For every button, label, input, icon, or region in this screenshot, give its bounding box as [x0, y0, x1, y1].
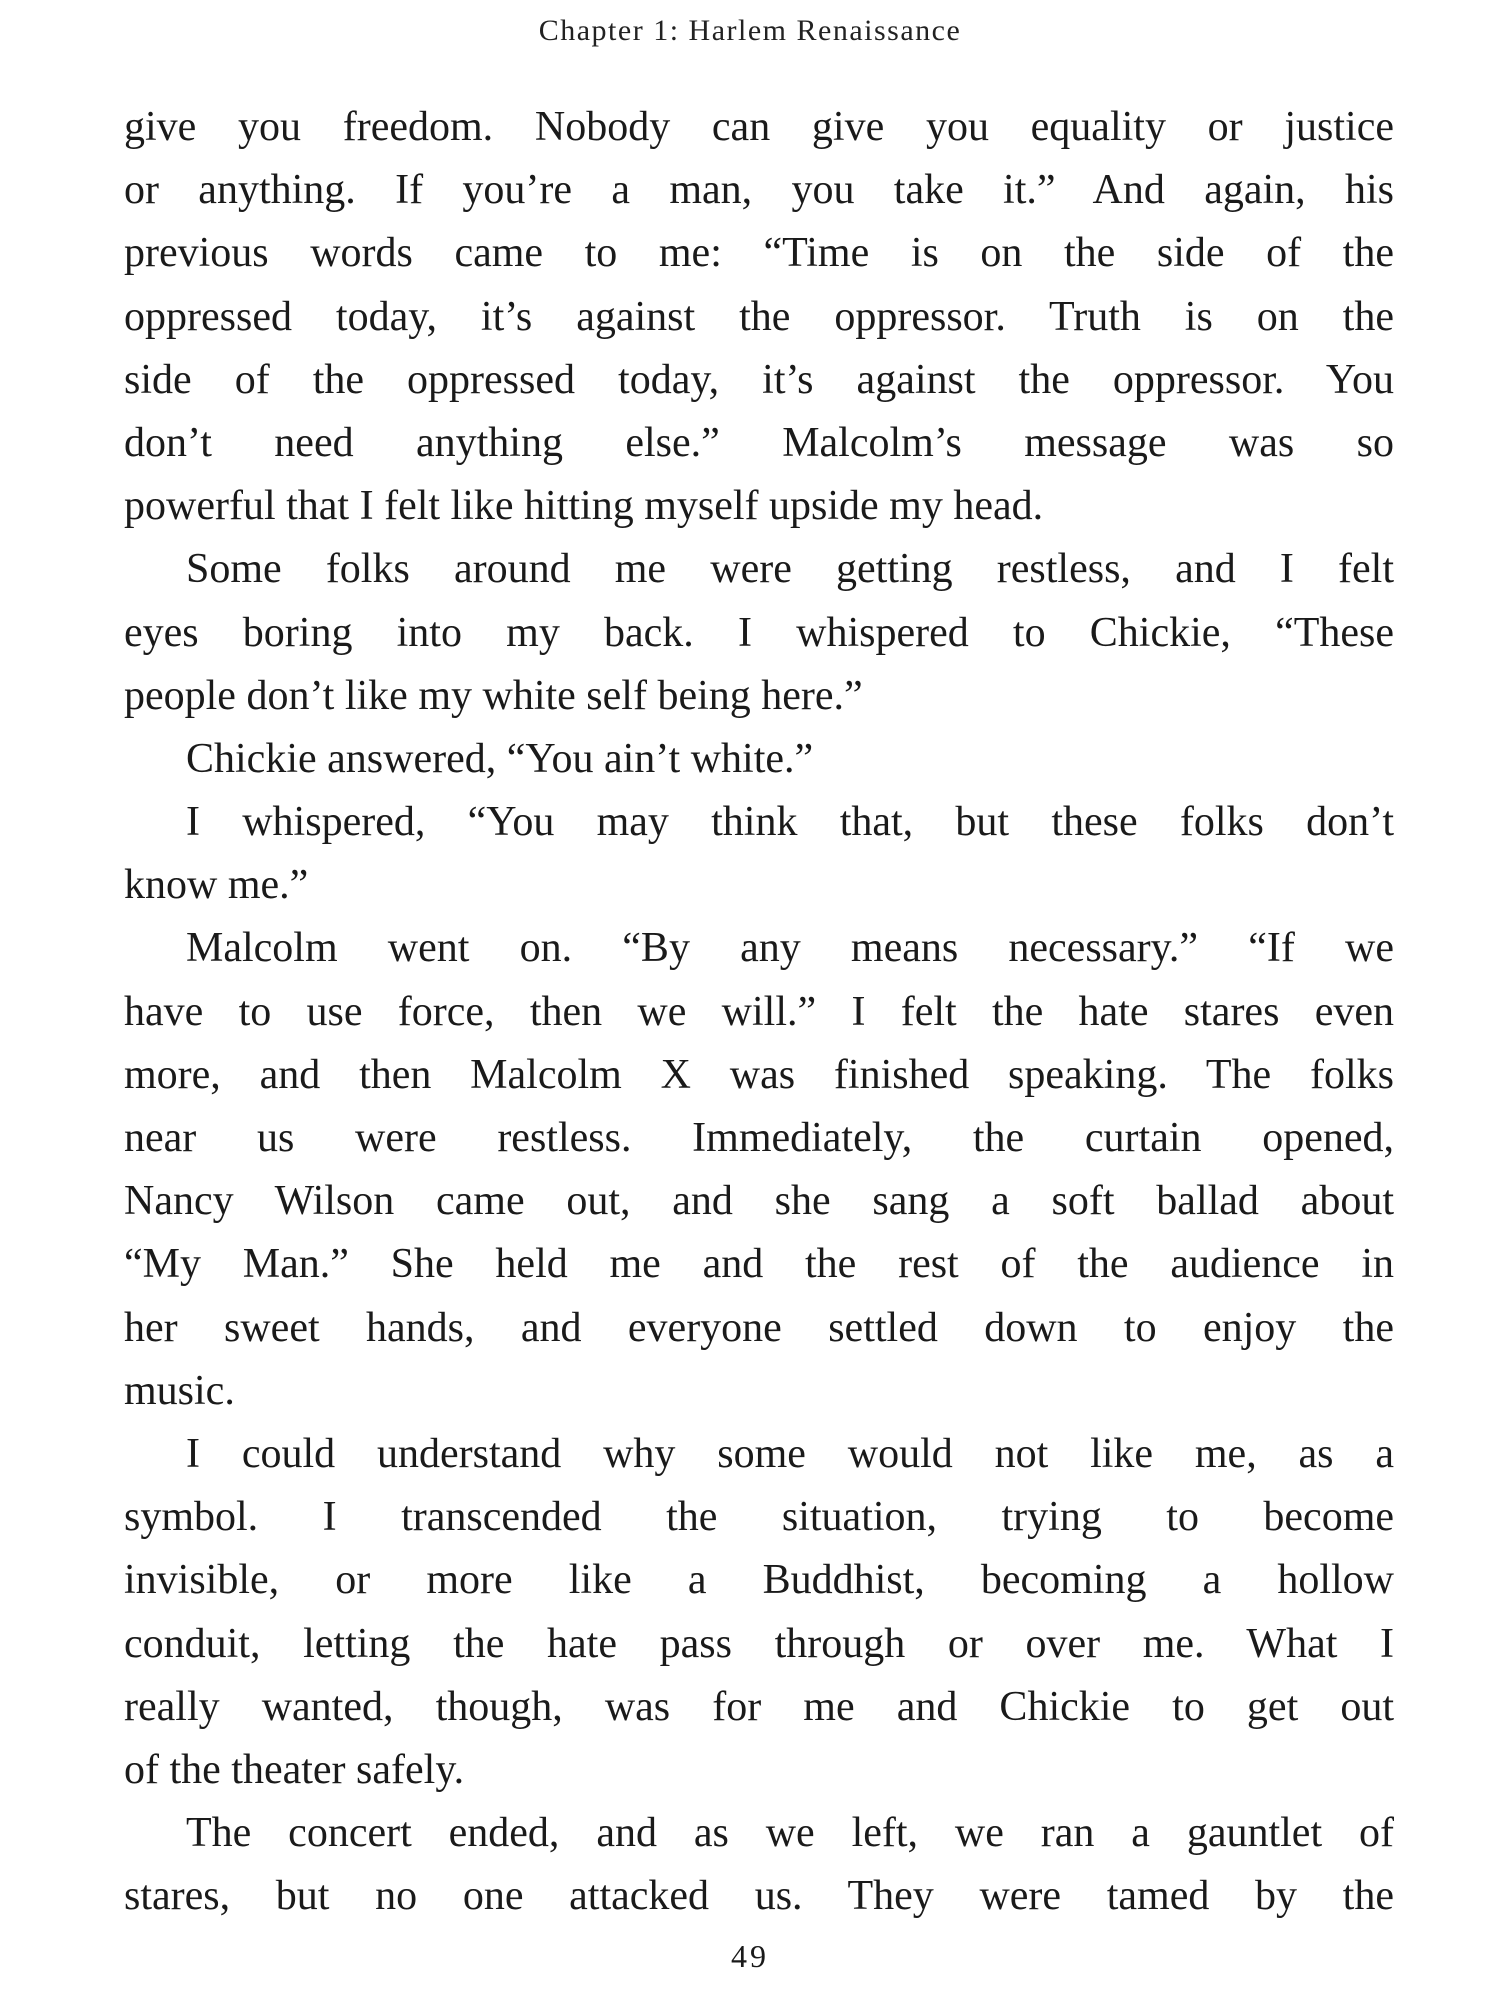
text-line: Some folks around me were getting restless, and I felt [186, 546, 1394, 593]
page-number: 49 [731, 1938, 769, 1974]
text-line: don’t need anything else.” Malcolm’s message was so [124, 419, 1394, 466]
text-line: Malcolm went on. “By any means necessary.” “If we [186, 925, 1394, 972]
text-line: I could understand why some would not like me, as a [186, 1430, 1394, 1477]
text-line: “My Man.” She held me and the rest of the audience in [124, 1241, 1394, 1288]
text-line: The concert ended, and as we left, we ran a gauntlet of [186, 1810, 1394, 1857]
text-line: more, and then Malcolm X was finished speaking. The folks [124, 1051, 1394, 1098]
text-line: her sweet hands, and everyone settled down to enjoy the [124, 1304, 1394, 1351]
running-head: Chapter 1: Harlem Renaissance [538, 14, 962, 47]
text-line: really wanted, though, was for me and Chickie to get out [124, 1683, 1394, 1730]
body-text [124, 96, 1394, 1928]
text-line: invisible, or more like a Buddhist, becoming a hollow [124, 1557, 1394, 1604]
text-line: eyes boring into my back. I whispered to Chickie, “These [124, 609, 1394, 656]
text-line: stares, but no one attacked us. They were tamed by the [124, 1873, 1394, 1920]
text-line: Chickie answered, “You ain’t white.” [186, 735, 814, 782]
text-line: oppressed today, it’s against the oppressor. Truth is on the [124, 293, 1394, 340]
text-line: have to use force, then we will.” I felt the hate stares even [124, 988, 1394, 1035]
text-line: or anything. If you’re a man, you take it.” And again, his [124, 167, 1394, 214]
text-line: symbol. I transcended the situation, trying to become [124, 1494, 1394, 1541]
text-line: of the theater safely. [124, 1746, 465, 1793]
text-line: Nancy Wilson came out, and she sang a soft ballad about [124, 1178, 1394, 1225]
text-line: conduit, letting the hate pass through or over me. What I [124, 1620, 1394, 1667]
text-line: I whispered, “You may think that, but these folks don’t [186, 799, 1394, 846]
text-line: know me.” [124, 862, 309, 909]
text-line: near us were restless. Immediately, the curtain opened, [124, 1115, 1394, 1161]
text-line: people don’t like my white self being here.” [124, 672, 863, 719]
text-line: powerful that I felt like hitting myself upside my head. [124, 483, 1044, 530]
text-line: give you freedom. Nobody can give you equality or justice [124, 104, 1394, 150]
text-line: side of the oppressed today, it’s against the oppressor. You [124, 356, 1394, 403]
text-line: music. [124, 1367, 235, 1414]
text-line: previous words came to me: “Time is on the side of the [124, 230, 1394, 277]
